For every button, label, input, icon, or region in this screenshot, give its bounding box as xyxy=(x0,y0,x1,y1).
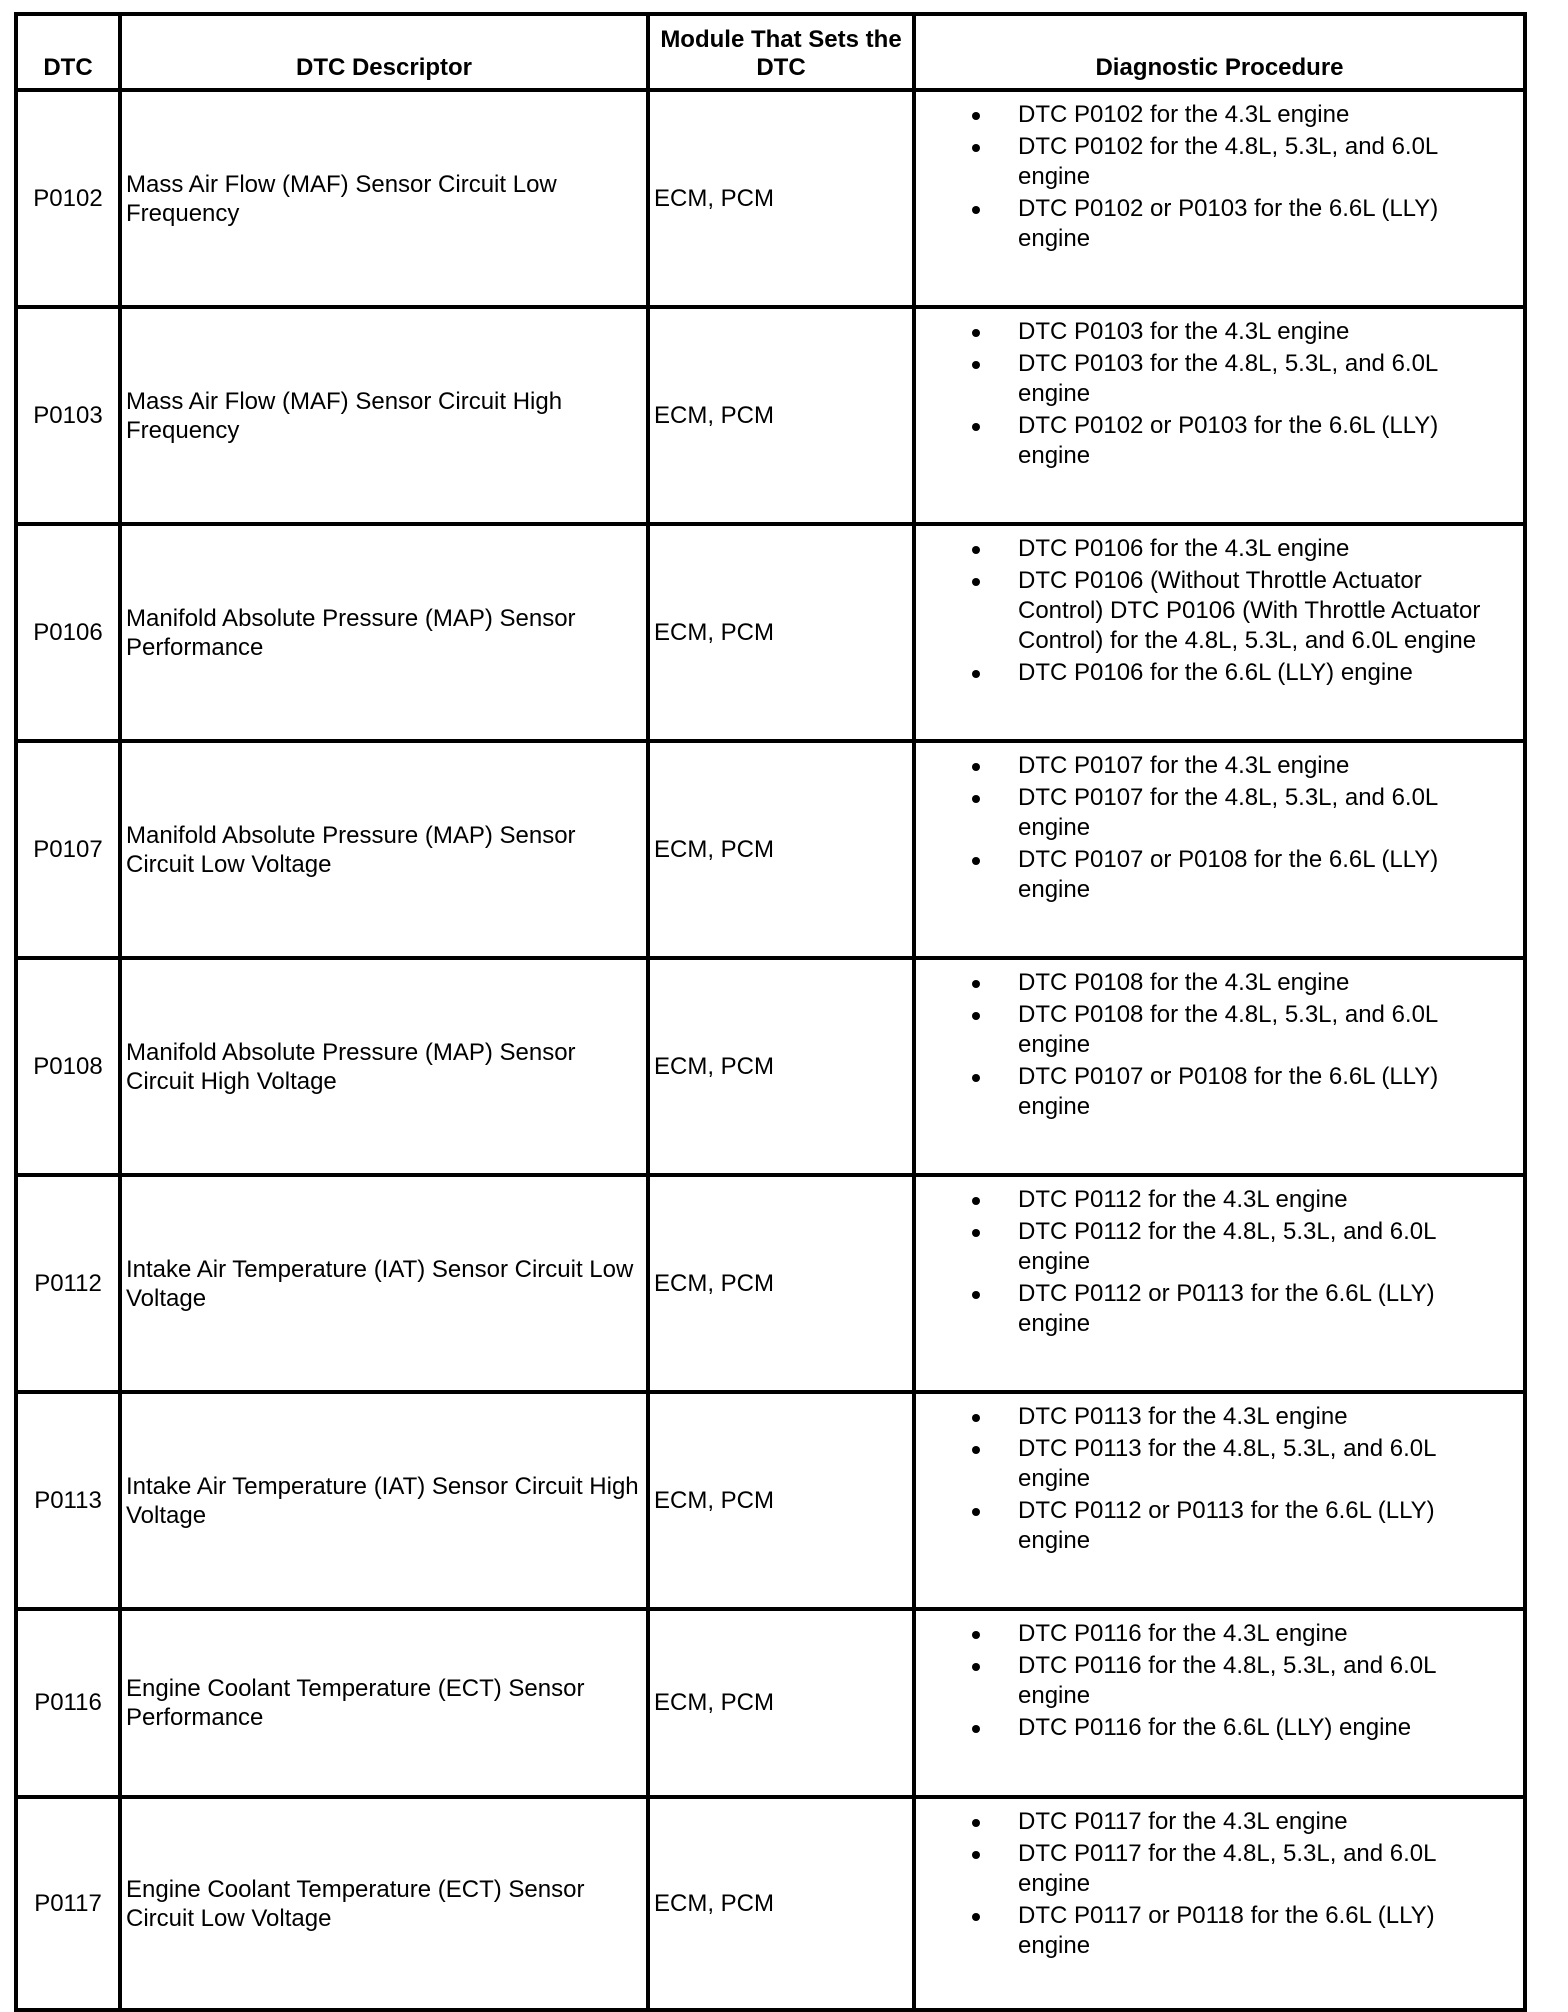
procedure-text: DTC P0108 for the 4.3L engine xyxy=(1018,969,1350,996)
bullet-icon xyxy=(972,578,980,586)
dtc-code-cell: P0103 xyxy=(16,307,120,524)
module-cell: ECM, PCM xyxy=(648,1797,914,2010)
procedure-list xyxy=(916,1402,1523,1556)
procedure-text: DTC P0116 for the 4.8L, 5.3L, and 6.0L engine xyxy=(1018,1652,1436,1709)
procedure-link[interactable] xyxy=(916,1496,1513,1556)
bullet-icon xyxy=(972,1197,980,1205)
header-descriptor: DTC Descriptor xyxy=(120,14,648,90)
procedure-link[interactable] xyxy=(916,1185,1513,1215)
procedure-list xyxy=(916,968,1523,1122)
bullet-icon xyxy=(972,206,980,214)
bullet-icon xyxy=(972,763,980,771)
procedure-link[interactable] xyxy=(916,1402,1513,1432)
procedure-link[interactable] xyxy=(916,1279,1513,1339)
procedure-text: DTC P0112 for the 4.3L engine xyxy=(1018,1186,1348,1213)
diagnostic-procedure-cell xyxy=(914,90,1525,307)
dtc-descriptor-cell: Engine Coolant Temperature (ECT) Sensor Circuit Low Voltage xyxy=(120,1797,648,2010)
table-row xyxy=(16,741,1525,958)
header-module: Module That Sets the DTC xyxy=(648,14,914,90)
module-cell: ECM, PCM xyxy=(648,1609,914,1797)
bullet-icon xyxy=(972,1074,980,1082)
table-row xyxy=(16,1175,1525,1392)
module-cell: ECM, PCM xyxy=(648,1175,914,1392)
procedure-text: DTC P0102 or P0103 for the 6.6L (LLY) engine xyxy=(1018,412,1439,469)
bullet-icon xyxy=(972,144,980,152)
header-row xyxy=(16,14,1525,90)
procedure-text: DTC P0103 for the 4.8L, 5.3L, and 6.0L engine xyxy=(1018,350,1438,407)
bullet-icon xyxy=(972,1291,980,1299)
bullet-icon xyxy=(972,980,980,988)
module-cell: ECM, PCM xyxy=(648,307,914,524)
bullet-icon xyxy=(972,670,980,678)
bullet-icon xyxy=(972,1663,980,1671)
procedure-link[interactable] xyxy=(916,534,1513,564)
header-dtc: DTC xyxy=(16,14,120,90)
procedure-list xyxy=(916,534,1523,688)
bullet-icon xyxy=(972,546,980,554)
procedure-text: DTC P0116 for the 4.3L engine xyxy=(1018,1620,1348,1647)
procedure-text: DTC P0107 for the 4.3L engine xyxy=(1018,752,1350,779)
bullet-icon xyxy=(972,1913,980,1921)
procedure-link[interactable] xyxy=(916,845,1513,905)
procedure-link[interactable] xyxy=(916,411,1513,471)
procedure-link[interactable] xyxy=(916,1434,1513,1494)
module-cell: ECM, PCM xyxy=(648,524,914,741)
dtc-code-cell: P0108 xyxy=(16,958,120,1175)
procedure-list xyxy=(916,1807,1523,1961)
bullet-icon xyxy=(972,1229,980,1237)
procedure-list xyxy=(916,751,1523,905)
module-cell: ECM, PCM xyxy=(648,90,914,307)
procedure-link[interactable] xyxy=(916,1062,1513,1122)
procedure-link[interactable] xyxy=(916,1619,1513,1649)
module-cell: ECM, PCM xyxy=(648,958,914,1175)
procedure-text: DTC P0107 for the 4.8L, 5.3L, and 6.0L engine xyxy=(1018,784,1438,841)
module-cell: ECM, PCM xyxy=(648,1392,914,1609)
diagnostic-procedure-cell xyxy=(914,958,1525,1175)
procedure-link[interactable] xyxy=(916,1839,1513,1899)
dtc-code-cell: P0106 xyxy=(16,524,120,741)
procedure-text: DTC P0117 for the 4.3L engine xyxy=(1018,1808,1348,1835)
procedure-text: DTC P0117 or P0118 for the 6.6L (LLY) engine xyxy=(1018,1902,1435,1959)
procedure-list xyxy=(916,1619,1523,1743)
procedure-link[interactable] xyxy=(916,751,1513,781)
bullet-icon xyxy=(972,329,980,337)
bullet-icon xyxy=(972,1819,980,1827)
dtc-code-cell: P0116 xyxy=(16,1609,120,1797)
table-body xyxy=(16,90,1525,2010)
dtc-table xyxy=(14,12,1527,2012)
procedure-text: DTC P0108 for the 4.8L, 5.3L, and 6.0L engine xyxy=(1018,1001,1438,1058)
diagnostic-procedure-cell xyxy=(914,741,1525,958)
dtc-descriptor-cell: Engine Coolant Temperature (ECT) Sensor Performance xyxy=(120,1609,648,1797)
procedure-link[interactable] xyxy=(916,194,1513,254)
procedure-text: DTC P0106 (Without Throttle Actuator Control) DTC P0106 (With Throttle Actuator Control) for the 4.8L, 5.3L, and 6.0L engine xyxy=(1018,567,1481,654)
procedure-text: DTC P0107 or P0108 for the 6.6L (LLY) engine xyxy=(1018,1063,1439,1120)
procedure-text: DTC P0117 for the 4.8L, 5.3L, and 6.0L engine xyxy=(1018,1840,1436,1897)
procedure-link[interactable] xyxy=(916,1000,1513,1060)
bullet-icon xyxy=(972,1725,980,1733)
dtc-code-cell: P0112 xyxy=(16,1175,120,1392)
dtc-descriptor-cell: Mass Air Flow (MAF) Sensor Circuit Low Frequency xyxy=(120,90,648,307)
procedure-link[interactable] xyxy=(916,783,1513,843)
procedure-text: DTC P0103 for the 4.3L engine xyxy=(1018,318,1350,345)
table-row xyxy=(16,958,1525,1175)
procedure-text: DTC P0102 or P0103 for the 6.6L (LLY) engine xyxy=(1018,195,1439,252)
dtc-code-cell: P0107 xyxy=(16,741,120,958)
bullet-icon xyxy=(972,1012,980,1020)
procedure-text: DTC P0116 for the 6.6L (LLY) engine xyxy=(1018,1714,1412,1741)
table-row xyxy=(16,524,1525,741)
procedure-text: DTC P0102 for the 4.8L, 5.3L, and 6.0L engine xyxy=(1018,133,1438,190)
procedure-text: DTC P0106 for the 6.6L (LLY) engine xyxy=(1018,659,1413,686)
procedure-text: DTC P0107 or P0108 for the 6.6L (LLY) engine xyxy=(1018,846,1439,903)
bullet-icon xyxy=(972,1508,980,1516)
procedure-link[interactable] xyxy=(916,1901,1513,1961)
procedure-text: DTC P0113 for the 4.8L, 5.3L, and 6.0L engine xyxy=(1018,1435,1436,1492)
procedure-link[interactable] xyxy=(916,658,1513,688)
bullet-icon xyxy=(972,112,980,120)
bullet-icon xyxy=(972,1631,980,1639)
bullet-icon xyxy=(972,1414,980,1422)
dtc-code-cell: P0117 xyxy=(16,1797,120,2010)
table-header xyxy=(16,14,1525,90)
table-row xyxy=(16,307,1525,524)
table-row xyxy=(16,1392,1525,1609)
procedure-link[interactable] xyxy=(916,349,1513,409)
procedure-text: DTC P0112 or P0113 for the 6.6L (LLY) engine xyxy=(1018,1497,1435,1554)
dtc-descriptor-cell: Manifold Absolute Pressure (MAP) Sensor Performance xyxy=(120,524,648,741)
procedure-link[interactable] xyxy=(916,1713,1513,1743)
dtc-descriptor-cell: Intake Air Temperature (IAT) Sensor Circuit Low Voltage xyxy=(120,1175,648,1392)
table-row xyxy=(16,1609,1525,1797)
procedure-link[interactable] xyxy=(916,1807,1513,1837)
procedure-link[interactable] xyxy=(916,1651,1513,1711)
diagnostic-procedure-cell xyxy=(914,1175,1525,1392)
procedure-list xyxy=(916,317,1523,471)
procedure-link[interactable] xyxy=(916,317,1513,347)
dtc-descriptor-cell: Mass Air Flow (MAF) Sensor Circuit High Frequency xyxy=(120,307,648,524)
procedure-list xyxy=(916,1185,1523,1339)
bullet-icon xyxy=(972,1446,980,1454)
procedure-link[interactable] xyxy=(916,100,1513,130)
procedure-link[interactable] xyxy=(916,566,1513,656)
dtc-descriptor-cell: Manifold Absolute Pressure (MAP) Sensor Circuit High Voltage xyxy=(120,958,648,1175)
procedure-link[interactable] xyxy=(916,968,1513,998)
bullet-icon xyxy=(972,361,980,369)
procedure-text: DTC P0113 for the 4.3L engine xyxy=(1018,1403,1348,1430)
procedure-text: DTC P0106 for the 4.3L engine xyxy=(1018,535,1350,562)
diagnostic-procedure-cell xyxy=(914,1797,1525,2010)
procedure-link[interactable] xyxy=(916,1217,1513,1277)
dtc-code-cell: P0113 xyxy=(16,1392,120,1609)
bullet-icon xyxy=(972,795,980,803)
diagnostic-procedure-cell xyxy=(914,524,1525,741)
dtc-descriptor-cell: Intake Air Temperature (IAT) Sensor Circuit High Voltage xyxy=(120,1392,648,1609)
bullet-icon xyxy=(972,857,980,865)
bullet-icon xyxy=(972,1851,980,1859)
procedure-list xyxy=(916,100,1523,254)
dtc-code-cell: P0102 xyxy=(16,90,120,307)
dtc-descriptor-cell: Manifold Absolute Pressure (MAP) Sensor Circuit Low Voltage xyxy=(120,741,648,958)
diagnostic-procedure-cell xyxy=(914,307,1525,524)
procedure-text: DTC P0102 for the 4.3L engine xyxy=(1018,101,1350,128)
header-procedure: Diagnostic Procedure xyxy=(914,14,1525,90)
table-row xyxy=(16,1797,1525,2010)
procedure-text: DTC P0112 or P0113 for the 6.6L (LLY) engine xyxy=(1018,1280,1435,1337)
module-cell: ECM, PCM xyxy=(648,741,914,958)
procedure-text: DTC P0112 for the 4.8L, 5.3L, and 6.0L engine xyxy=(1018,1218,1436,1275)
bullet-icon xyxy=(972,423,980,431)
procedure-link[interactable] xyxy=(916,132,1513,192)
table-row xyxy=(16,90,1525,307)
diagnostic-procedure-cell xyxy=(914,1392,1525,1609)
diagnostic-procedure-cell xyxy=(914,1609,1525,1797)
